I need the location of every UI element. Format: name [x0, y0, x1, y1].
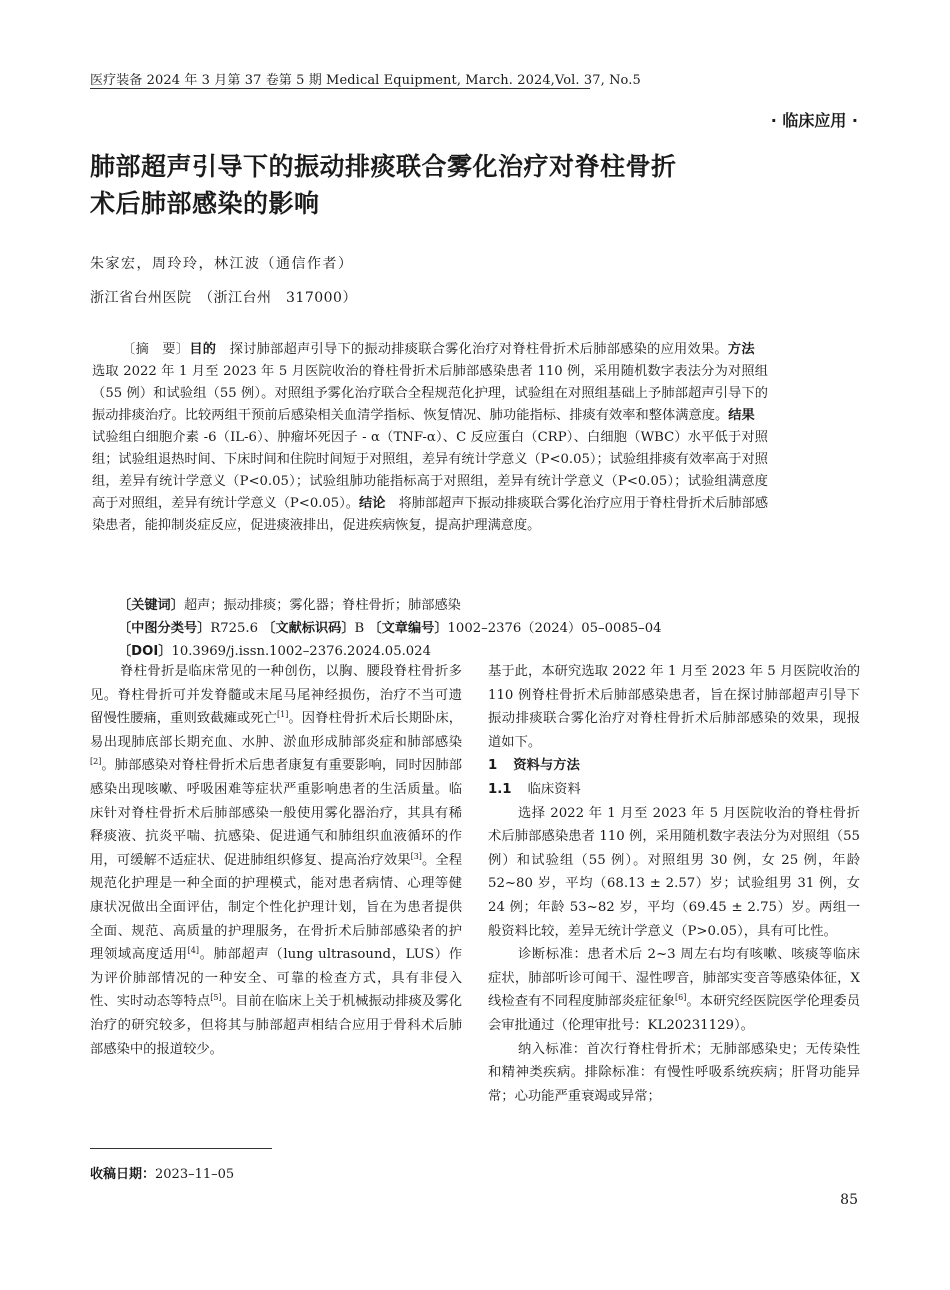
title-line-1: 肺部超声引导下的振动排痰联合雾化治疗对脊柱骨折 — [90, 152, 677, 181]
footnote-rule — [90, 1148, 272, 1149]
keywords-label: 〔关键词〕 — [118, 598, 184, 613]
article-title — [90, 148, 790, 222]
citation-4[interactable]: [4] — [187, 946, 200, 956]
title-line-2: 术后肺部感染的影响 — [90, 189, 320, 218]
diagnostic-criteria-paragraph: 诊断标准：患者术后 2~3 周左右均有咳嗽、咳痰等临床症状，肺部听诊可闻干、湿性啰音，肺部实变音等感染体征，X 线检查有不同程度肺部炎症征象[6]。本研究经医院医学伦理委员会审批通过（伦理审批号：KL20231129）。 — [488, 947, 861, 1033]
conclusion-text: 将肺部超声下振动排痰联合雾化治疗应用于脊柱骨折术后肺部感染患者，能抑制炎症反应，促进痰液排出，促进疾病恢复，提高护理满意度。 — [92, 496, 769, 533]
received-date — [90, 1163, 234, 1182]
journal-header: 医疗装备 2024 年 3 月第 37 卷第 5 期 Medical Equipment, March. 2024,Vol. 37, No.5 — [90, 73, 641, 88]
citation-6[interactable]: [6] — [675, 993, 687, 1003]
results-label: 结果 — [728, 408, 755, 423]
article-number-label: 〔文章编号〕 — [368, 621, 448, 636]
methods-text: 选取 2022 年 1 月至 2023 年 5 月医院收治的脊柱骨折术后肺部感染患者 110 例，采用随机数字表法分为对照组（55 例）和试验组（55 例）。对照组予雾化治疗联合全程规范化护理，试验组在对照组基础上予肺部超声引导下的振动排痰治疗。比较两组干预前后感染相关血清学指标、恢复情况、肺功能指标、排痰有效率和整体满意度。 — [92, 342, 769, 423]
methods-label: 方法 — [727, 342, 755, 357]
citation-5[interactable]: [5] — [210, 993, 222, 1003]
citation-1[interactable]: [1] — [277, 710, 289, 720]
authors: 朱家宏，周玲玲，林江波（通信作者） — [90, 256, 354, 272]
page-number: 85 — [840, 1192, 858, 1208]
citation-2[interactable]: [2] — [90, 757, 102, 767]
doc-code-value: B — [354, 621, 365, 636]
doc-code-label: 〔文献标识码〕 — [262, 621, 355, 636]
abstract-label: 〔摘 要〕 — [122, 342, 190, 357]
citation-3[interactable]: [3] — [410, 851, 422, 861]
conclusion-label: 结论 — [359, 496, 386, 511]
clc-label: 〔中图分类号〕 — [118, 621, 211, 636]
doi-line — [118, 640, 431, 659]
keywords-line — [118, 594, 461, 613]
keywords-value: 超声；振动排痰；雾化器；脊柱骨折；肺部感染 — [183, 598, 461, 613]
clc-value: R725.6 — [210, 621, 258, 636]
classification-line — [118, 617, 662, 636]
affiliation: 浙江省台州医院 （浙江台州 317000） — [90, 290, 357, 306]
doi-value[interactable]: 10.3969/j.issn.1002–2376.2024.05.024 — [171, 644, 431, 659]
clinical-data-paragraph: 选择 2022 年 1 月至 2023 年 5 月医院收治的脊柱骨折术后肺部感染患者 110 例，采用随机数字表法分为对照组（55 例）和试验组（55 例）。对照组男 30 例，女 25 例，年龄 52~80 岁，平均（68.13 ± 2.57）岁；试验组男 31 例，女 24 例；年龄 53~82 岁，平均（69.45 ± 2.75）岁。两组一般资料比较，差异无统计学意义（P>0.05），具有可比性。 — [488, 805, 860, 939]
doi-label: 〔DOI〕 — [118, 644, 172, 659]
objective-label: 目的 — [189, 342, 217, 357]
body-left-column — [90, 660, 462, 1061]
abstract — [92, 339, 768, 537]
body-right-column — [488, 660, 860, 1108]
section-tag: · 临床应用 · — [770, 111, 858, 130]
header-rule — [90, 88, 590, 89]
inclusion-criteria-paragraph: 纳入标准：首次行脊柱骨折术；无肺部感染史；无传染性和精神类疾病。排除标准：有慢性呼吸系统疾病；肝肾功能异常；心功能严重衰竭或异常； — [488, 1041, 860, 1104]
received-value: 2023–11–05 — [155, 1167, 235, 1182]
results-text: 试验组白细胞介素 -6（IL-6）、肿瘤坏死因子 - α（TNF-α）、C 反应蛋白（CRP）、白细胞（WBC）水平低于对照组；试验组退热时间、下床时间和住院时间短于对照组，差异有统计学意义（P<0.05）；试验组排痰有效率高于对照组，差异有统计学意义（P<0.05）；试验组肺功能指标高于对照组，差异有统计学意义（P<0.05）；试验组满意度高于对照组，差异有统计学意义（P<0.05）。 — [92, 408, 768, 511]
section-heading-1: 1 资料与方法 — [488, 758, 580, 774]
article-number-value: 1002–2376（2024）05–0085–04 — [447, 621, 662, 636]
intro-continuation: 基于此，本研究选取 2022 年 1 月至 2023 年 5 月医院收治的 110 例脊柱骨折术后肺部感染患者，旨在探讨肺部超声引导下振动排痰联合雾化治疗对脊柱骨折术后肺部感染的效果，现报道如下。 — [488, 664, 860, 750]
section-heading-1-1: 1.1 临床资料 — [488, 781, 581, 797]
objective-text: 探讨肺部超声引导下的振动排痰联合雾化治疗对脊柱骨折术后肺部感染的应用效果。 — [216, 342, 728, 357]
received-label: 收稿日期： — [90, 1167, 156, 1182]
intro-paragraph: 脊柱骨折是临床常见的一种创伤，以胸、腰段脊柱骨折多见。脊柱骨折可并发脊髓或末尾马尾神经损伤，治疗不当可遗留慢性腰痛，重则致截瘫或死亡[1]。因脊柱骨折术后长期卧床，易出现肺底部长期充血、水肿、淤血形成肺部炎症和肺部感染[2]。肺部感染对脊柱骨折术后患者康复有重要影响，同时因肺部感染出现咳嗽、呼吸困难等症状严重影响患者的生活质量。临床针对脊柱骨折术后肺部感染一般使用雾化器治疗，其具有稀释痰液、抗炎平喘、抗感染、促进通气和肺组织血液循环的作用，可缓解不适症状、促进肺组织修复、提高治疗效果[3]。全程规范化护理是一种全面的护理模式，能对患者病情、心理等健康状况做出全面评估，制定个性化护理计划，旨在为患者提供全面、规范、高质量的护理服务，在骨折术后肺部感染者的护理领域高度适用[4]。肺部超声（lung ultrasound，LUS）作为评价肺部情况的一种安全、可靠的检查方式，具有非侵入性、实时动态等特点[5]。目前在临床上关于机械振动排痰及雾化治疗的研究较多，但将其与肺部超声相结合应用于骨科术后肺部感染中的报道较少。 — [90, 664, 463, 1057]
